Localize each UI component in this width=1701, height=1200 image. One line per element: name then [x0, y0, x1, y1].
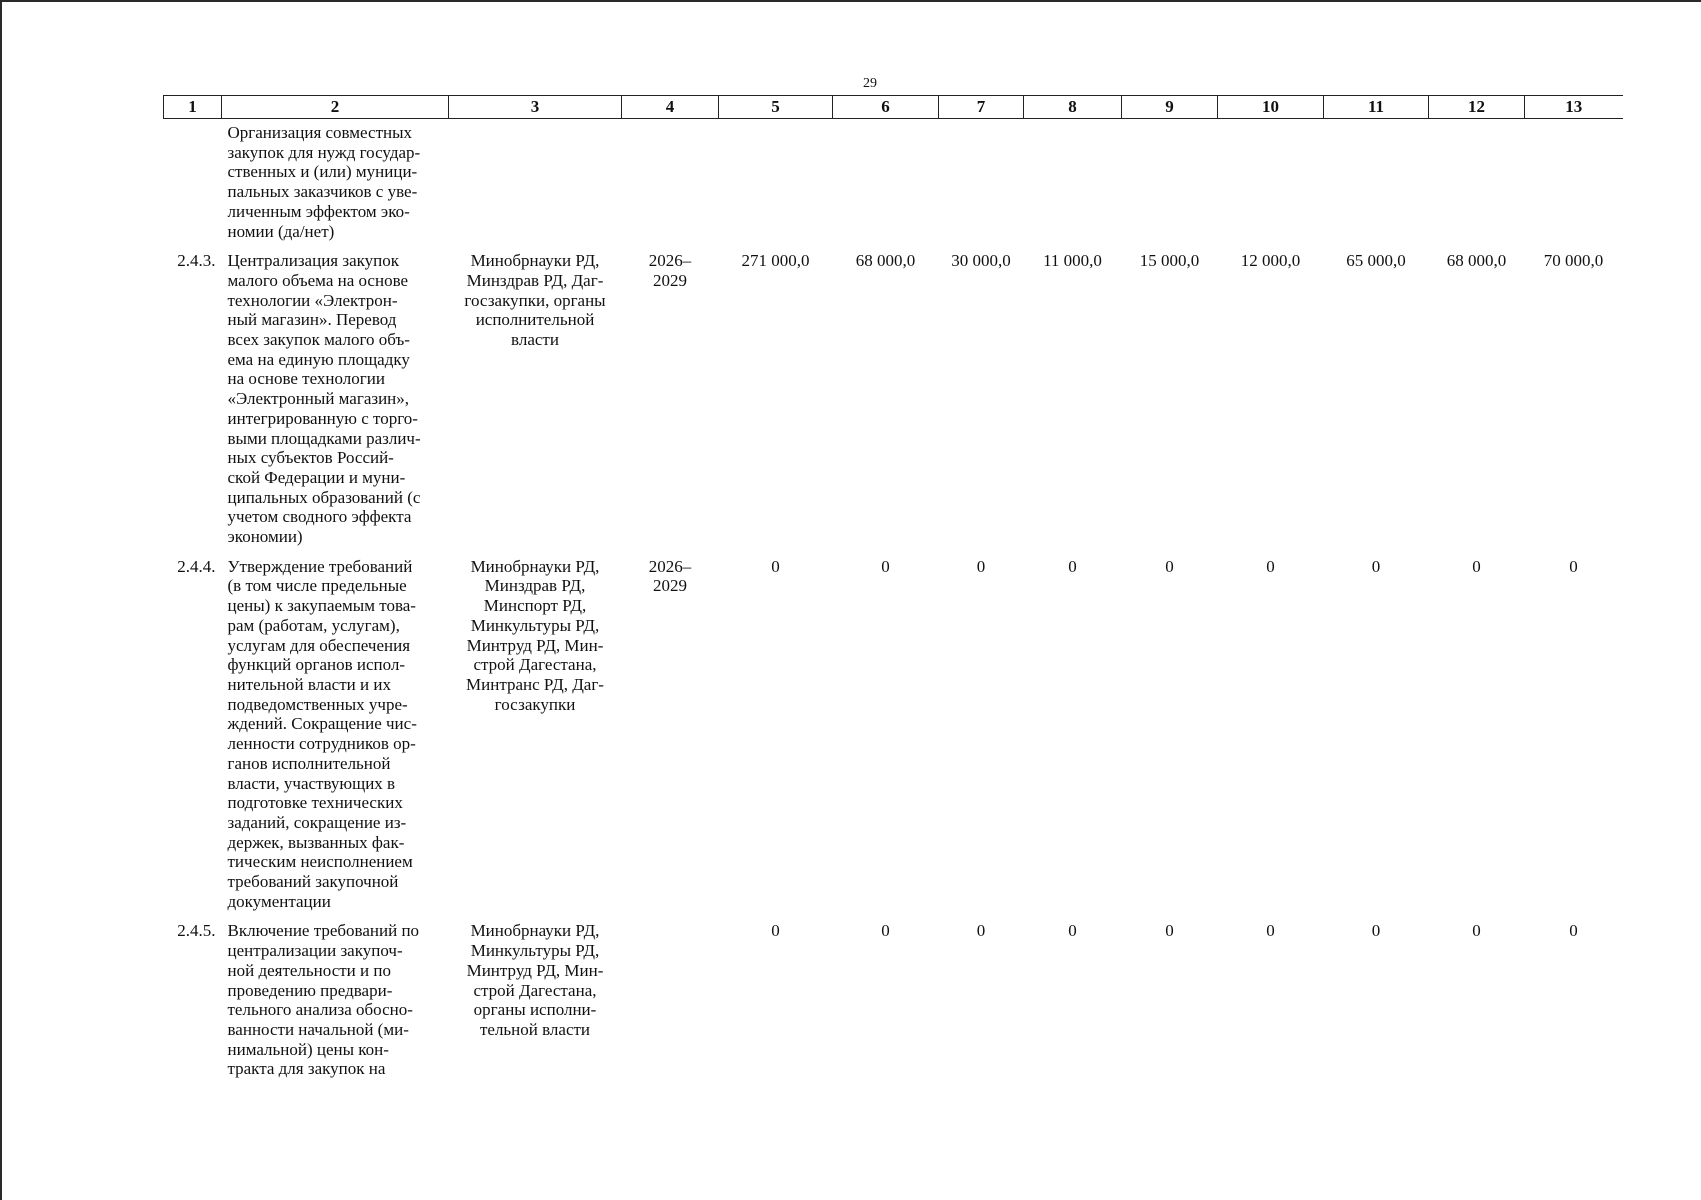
value-col-6: 0: [881, 556, 890, 576]
column-header-5: 5: [719, 96, 833, 119]
value-col-7: 0: [976, 556, 986, 576]
value-col-6: [833, 123, 939, 251]
value-col-5: 0: [771, 556, 780, 576]
executors: Минобрнауки РД, Минздрав РД, Даг- госзакупки, органы исполнительной власти: [464, 251, 606, 350]
value-col-8: 0: [1068, 921, 1077, 941]
table-row: [164, 557, 1623, 922]
value-col-11: 0: [1371, 921, 1381, 941]
value-col-5: 0: [771, 921, 780, 941]
value-col-10: 12 000,0: [1240, 251, 1301, 271]
column-header-11: 11: [1324, 96, 1429, 119]
table-header-row: [164, 96, 1623, 119]
value-col-11: [1324, 123, 1429, 251]
column-header-10: 10: [1218, 96, 1324, 119]
value-col-13: 0: [1569, 921, 1578, 941]
table-row: [164, 251, 1623, 557]
value-col-9: 15 000,0: [1139, 251, 1200, 271]
column-header-7: 7: [939, 96, 1024, 119]
value-col-5: 271 000,0: [741, 251, 810, 271]
term: 2026– 2029: [648, 556, 692, 596]
value-col-10: 0: [1266, 556, 1275, 576]
executors: Минобрнауки РД, Минкультуры РД, Минтруд РД, Мин- строй Дагестана, органы исполни- тельной власти: [466, 921, 604, 1039]
row-number: [164, 123, 222, 251]
value-col-12: 0: [1472, 556, 1481, 576]
measure-name: Централизация закупок малого объема на основе технологии «Электрон- ный магазин». Перевод всех закупок малого объ- ема на единую площадку на основе технологии «Электронный магазин», интегрированную с торго- выми площадками различ- ных субъектов Россий- ской Федерации и муни- ципальных образований (с учетом сводного эффекта экономии): [227, 251, 421, 547]
column-header-6: 6: [833, 96, 939, 119]
executors: [449, 123, 622, 251]
row-number: 2.4.4.: [177, 556, 216, 576]
value-col-9: 0: [1165, 556, 1174, 576]
value-col-12: 68 000,0: [1446, 251, 1507, 271]
measure-name: Утверждение требований (в том числе предельные цены) к закупаемым това- рам (работам, услугам), услугам для обеспечения функций органов испол- нительной власти и их подведомственных учре- ждений. Сокращение чис- ленности сотрудников ор- ганов исполнительной власти, участвующих в подготовке технических заданий, сокращение из- держек, вызванных фак- тическим неисполнением требований закупочной документации: [227, 556, 417, 911]
value-col-7: 30 000,0: [951, 251, 1011, 271]
value-col-7: 0: [976, 921, 986, 941]
table-row: [164, 123, 1623, 251]
column-header-1: 1: [164, 96, 222, 119]
value-col-8: [1024, 123, 1122, 251]
table-row: [164, 921, 1623, 1079]
plan-table: [163, 95, 1623, 1079]
value-col-8: 0: [1068, 556, 1077, 576]
measure-name: Включение требований по централизации закупоч- ной деятельности и по проведению предвари- тельного анализа обосно- ванности начальной (ми- нимальной) цены кон- тракта для закупок на: [227, 921, 420, 1079]
column-header-9: 9: [1122, 96, 1218, 119]
value-col-9: 0: [1165, 921, 1174, 941]
column-header-8: 8: [1024, 96, 1122, 119]
term: [622, 123, 719, 251]
term: 2026– 2029: [648, 251, 692, 290]
value-col-6: 68 000,0: [855, 251, 916, 271]
page-number: 29: [863, 76, 877, 91]
value-col-12: 0: [1472, 921, 1481, 941]
column-header-12: 12: [1429, 96, 1525, 119]
value-col-6: 0: [881, 921, 890, 941]
column-header-4: 4: [622, 96, 719, 119]
value-col-11: 65 000,0: [1346, 251, 1406, 271]
value-col-13: 70 000,0: [1543, 251, 1604, 271]
column-header-3: 3: [449, 96, 622, 119]
value-col-9: [1122, 123, 1218, 251]
column-header-2: 2: [222, 96, 449, 119]
value-col-13: 0: [1569, 556, 1578, 576]
measure-name: Организация совместных закупок для нужд государ- ственных и (или) муници- пальных заказчиков с уве- личенным эффектом эко- номии (да/нет): [227, 123, 421, 241]
value-col-12: [1429, 123, 1525, 251]
value-col-5: [719, 123, 833, 251]
value-col-13: [1525, 123, 1623, 251]
value-col-10: [1218, 123, 1324, 251]
column-header-13: 13: [1525, 96, 1623, 119]
term: [622, 921, 719, 1079]
value-col-7: [939, 123, 1024, 251]
row-number: 2.4.3.: [177, 251, 216, 271]
value-col-8: 11 000,0: [1043, 251, 1102, 271]
value-col-10: 0: [1266, 921, 1275, 941]
value-col-11: 0: [1371, 556, 1381, 576]
row-number: 2.4.5.: [177, 921, 216, 941]
executors: Минобрнауки РД, Минздрав РД, Минспорт РД, Минкультуры РД, Минтруд РД, Мин- строй Дагестана, Минтранс РД, Даг- госзакупки: [466, 556, 604, 714]
